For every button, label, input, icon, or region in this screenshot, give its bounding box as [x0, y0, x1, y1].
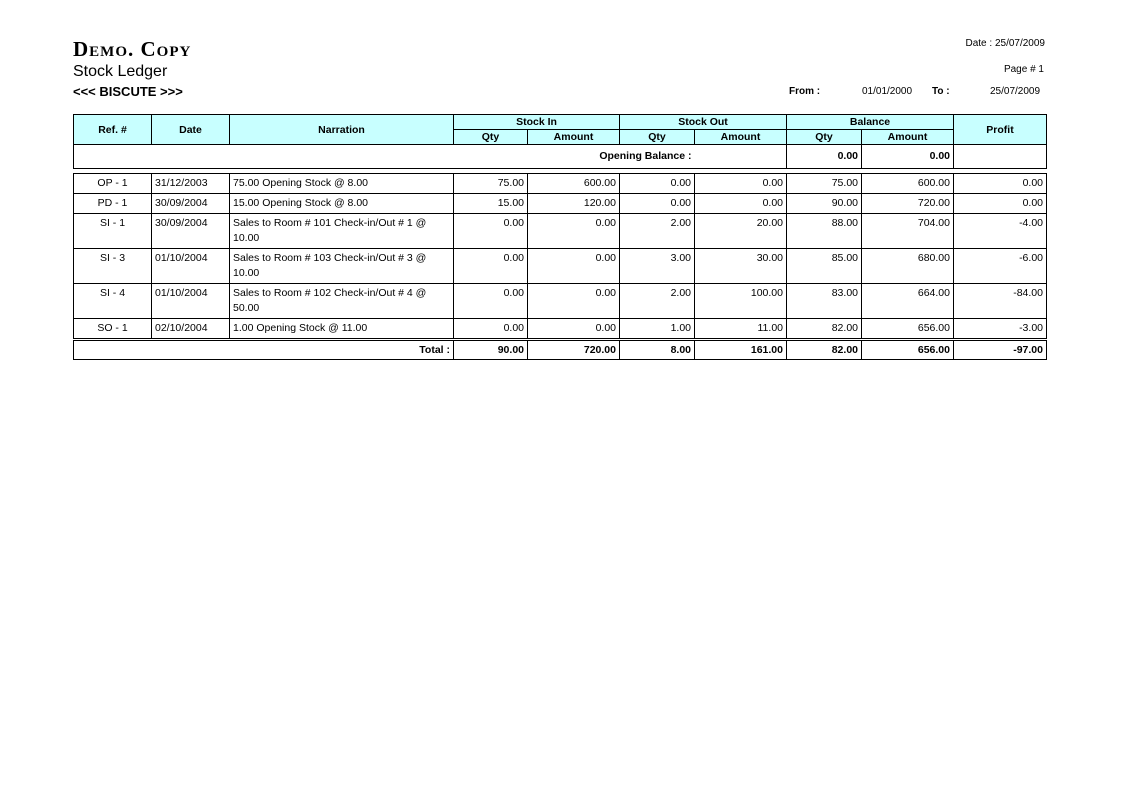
- table-row: [74, 284, 1047, 319]
- col-stock-out: Stock Out: [620, 115, 787, 130]
- col-narration: Narration: [230, 115, 454, 145]
- cell-narration: 15.00 Opening Stock @ 8.00: [230, 194, 454, 214]
- col-stock-in: Stock In: [454, 115, 620, 130]
- cell-ref: SO - 1: [74, 319, 152, 340]
- cell-profit: -3.00: [954, 319, 1047, 340]
- cell-profit: -84.00: [954, 284, 1047, 319]
- opening-balance-label: Opening Balance :: [74, 145, 695, 169]
- cell-out-amount: 11.00: [695, 319, 787, 340]
- cell-date: 01/10/2004: [152, 249, 230, 284]
- col-date: Date: [152, 115, 230, 145]
- cell-out-qty: 1.00: [620, 319, 695, 340]
- cell-narration: 75.00 Opening Stock @ 8.00: [230, 174, 454, 194]
- cell-in-qty: 0.00: [454, 249, 528, 284]
- cell-out-qty: 0.00: [620, 194, 695, 214]
- cell-ref: SI - 3: [74, 249, 152, 284]
- cell-in-qty: 0.00: [454, 319, 528, 340]
- cell-out-amount: 0.00: [695, 194, 787, 214]
- opening-amount: 0.00: [862, 145, 954, 169]
- table-row: [74, 319, 1047, 340]
- cell-narration: Sales to Room # 103 Check-in/Out # 3 @ 10.00: [230, 249, 454, 284]
- total-out-qty: 8.00: [620, 340, 695, 360]
- total-bal-amount: 656.00: [862, 340, 954, 360]
- opening-spacer: [695, 145, 787, 169]
- page-number: Page # 1: [1003, 64, 1044, 75]
- cell-in-qty: 15.00: [454, 194, 528, 214]
- total-row: [74, 340, 1047, 360]
- total-in-amount: 720.00: [528, 340, 620, 360]
- col-ref: Ref. #: [74, 115, 152, 145]
- cell-bal-qty: 90.00: [787, 194, 862, 214]
- cell-profit: 0.00: [954, 174, 1047, 194]
- cell-date: 30/09/2004: [152, 214, 230, 249]
- report-subtitle: Stock Ledger: [73, 63, 168, 80]
- col-out-qty: Qty: [620, 130, 695, 145]
- cell-out-qty: 2.00: [620, 284, 695, 319]
- cell-in-amount: 0.00: [528, 249, 620, 284]
- to-date: 25/07/2009: [990, 86, 1041, 97]
- cell-bal-qty: 88.00: [787, 214, 862, 249]
- cell-ref: OP - 1: [74, 174, 152, 194]
- cell-profit: -4.00: [954, 214, 1047, 249]
- cell-date: 02/10/2004: [152, 319, 230, 340]
- cell-out-qty: 3.00: [620, 249, 695, 284]
- col-bal-qty: Qty: [787, 130, 862, 145]
- cell-ref: SI - 4: [74, 284, 152, 319]
- opening-balance-row: [74, 145, 1047, 169]
- cell-out-amount: 30.00: [695, 249, 787, 284]
- cell-bal-amount: 600.00: [862, 174, 954, 194]
- item-name: <<< BISCUTE >>>: [73, 84, 183, 99]
- table-row: [74, 214, 1047, 249]
- cell-in-amount: 120.00: [528, 194, 620, 214]
- cell-in-qty: 75.00: [454, 174, 528, 194]
- opening-profit: [954, 145, 1047, 169]
- cell-in-amount: 0.00: [528, 284, 620, 319]
- col-out-amount: Amount: [695, 130, 787, 145]
- cell-in-amount: 0.00: [528, 319, 620, 340]
- table-row: [74, 249, 1047, 284]
- col-in-qty: Qty: [454, 130, 528, 145]
- cell-date: 31/12/2003: [152, 174, 230, 194]
- col-profit: Profit: [954, 115, 1047, 145]
- stock-ledger-table: [73, 114, 1047, 360]
- total-out-amount: 161.00: [695, 340, 787, 360]
- cell-date: 30/09/2004: [152, 194, 230, 214]
- from-date: 01/01/2000: [862, 86, 913, 97]
- opening-qty: 0.00: [787, 145, 862, 169]
- cell-bal-qty: 83.00: [787, 284, 862, 319]
- cell-ref: PD - 1: [74, 194, 152, 214]
- to-label: To :: [932, 86, 950, 97]
- cell-in-amount: 600.00: [528, 174, 620, 194]
- cell-in-qty: 0.00: [454, 284, 528, 319]
- cell-bal-qty: 85.00: [787, 249, 862, 284]
- cell-bal-amount: 680.00: [862, 249, 954, 284]
- table-row: [74, 174, 1047, 194]
- cell-out-qty: 0.00: [620, 174, 695, 194]
- total-profit: -97.00: [954, 340, 1047, 360]
- col-bal-amount: Amount: [862, 130, 954, 145]
- table-row: [74, 194, 1047, 214]
- cell-narration: Sales to Room # 101 Check-in/Out # 1 @ 10.00: [230, 214, 454, 249]
- cell-bal-amount: 656.00: [862, 319, 954, 340]
- cell-out-amount: 100.00: [695, 284, 787, 319]
- cell-out-amount: 20.00: [695, 214, 787, 249]
- cell-narration: Sales to Room # 102 Check-in/Out # 4 @ 50.00: [230, 284, 454, 319]
- col-in-amount: Amount: [528, 130, 620, 145]
- cell-profit: 0.00: [954, 194, 1047, 214]
- cell-bal-qty: 75.00: [787, 174, 862, 194]
- from-label: From :: [789, 86, 821, 97]
- cell-date: 01/10/2004: [152, 284, 230, 319]
- total-label: Total :: [74, 340, 454, 360]
- cell-narration: 1.00 Opening Stock @ 11.00: [230, 319, 454, 340]
- table-header-row: [74, 115, 1047, 130]
- cell-out-amount: 0.00: [695, 174, 787, 194]
- cell-in-amount: 0.00: [528, 214, 620, 249]
- cell-ref: SI - 1: [74, 214, 152, 249]
- cell-bal-amount: 720.00: [862, 194, 954, 214]
- cell-bal-qty: 82.00: [787, 319, 862, 340]
- cell-out-qty: 2.00: [620, 214, 695, 249]
- col-balance: Balance: [787, 115, 954, 130]
- cell-bal-amount: 664.00: [862, 284, 954, 319]
- report-date: Date : 25/07/2009: [965, 38, 1045, 49]
- cell-profit: -6.00: [954, 249, 1047, 284]
- cell-in-qty: 0.00: [454, 214, 528, 249]
- report-title: Demo. Copy: [73, 37, 192, 61]
- total-bal-qty: 82.00: [787, 340, 862, 360]
- cell-bal-amount: 704.00: [862, 214, 954, 249]
- total-in-qty: 90.00: [454, 340, 528, 360]
